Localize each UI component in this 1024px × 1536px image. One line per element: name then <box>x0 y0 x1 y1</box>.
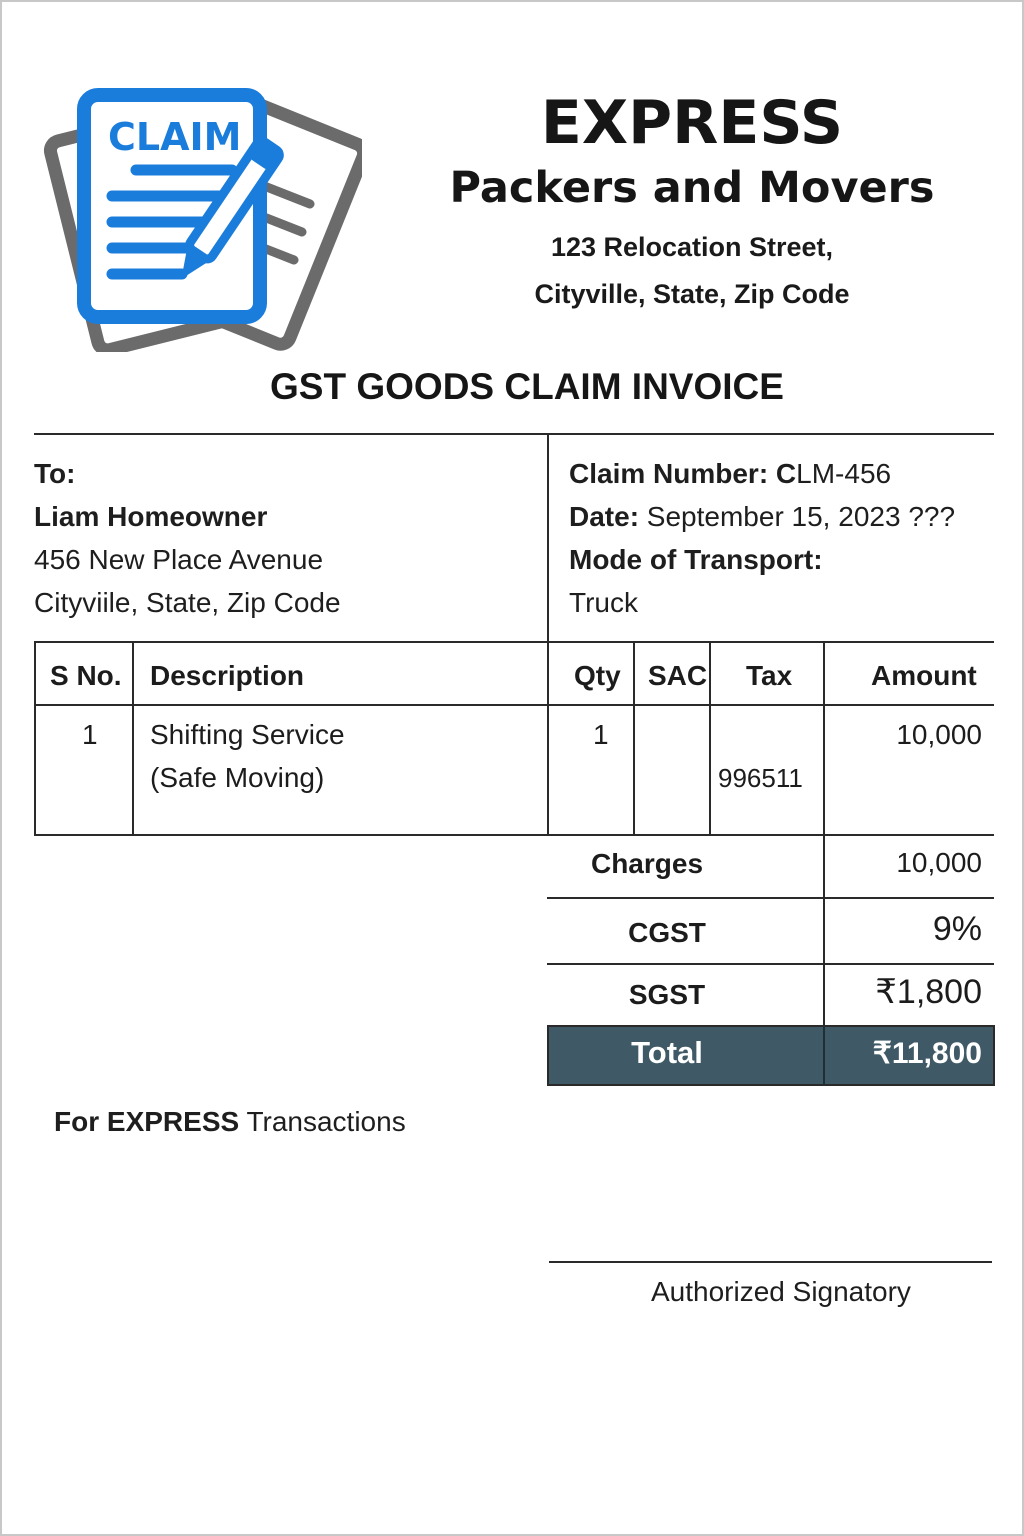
company-address-line1: 123 Relocation Street, <box>550 232 834 262</box>
for-suffix: Transactions <box>239 1106 406 1137</box>
company-header <box>432 88 952 318</box>
cgst-value: 9% <box>932 910 982 948</box>
sgst-label: SGST <box>628 979 706 1010</box>
for-prefix: For <box>54 1106 107 1137</box>
claim-number <box>569 452 891 495</box>
table-col-line-0 <box>34 641 36 836</box>
summary-line-1 <box>547 897 994 899</box>
transport-value: Truck <box>569 587 638 618</box>
divider-info-split <box>547 433 549 643</box>
row-sno: 1 <box>82 719 98 750</box>
header-qty: Qty <box>574 660 621 691</box>
charges-value: 10,000 <box>896 847 982 878</box>
company-address-line2: Cityville, State, Zip Code <box>534 279 850 309</box>
summary-line-2 <box>547 963 994 965</box>
table-col-line-2 <box>547 641 549 836</box>
claim-document-icon <box>32 62 362 352</box>
signature-line <box>549 1261 992 1263</box>
table-line-bottom <box>34 834 994 836</box>
header-tax: Tax <box>746 660 793 691</box>
claim-date-value: September 15, 2023 ??? <box>646 501 956 532</box>
table-line-top <box>34 641 994 643</box>
sgst-value: ₹1,800 <box>875 973 982 1011</box>
header-sac: SAC <box>648 660 708 691</box>
table-col-line-3 <box>633 641 635 836</box>
company-name: EXPRESS <box>540 88 844 158</box>
row-description-line2: (Safe Moving) <box>150 762 325 793</box>
claim-badge-text: CLAIM <box>108 115 242 159</box>
authorized-signatory: Authorized Signatory <box>651 1276 911 1307</box>
row-tax: 996511 <box>718 763 803 793</box>
total-value: ₹11,800 <box>872 1037 982 1070</box>
cgst-label: CGST <box>628 917 706 948</box>
total-label: Total <box>631 1035 703 1070</box>
claim-number-label: Claim Number: C <box>569 458 797 489</box>
summary-col-line <box>823 836 825 1026</box>
company-subtitle: Packers and Movers <box>449 163 935 213</box>
table-line-header <box>34 704 994 706</box>
company-address <box>432 224 952 318</box>
total-col-line <box>823 1025 825 1086</box>
bill-to-name: Liam Homeowner <box>34 501 268 532</box>
claim-date <box>569 495 955 538</box>
claim-date-label: Date: <box>569 501 640 532</box>
header-sno: S No. <box>50 660 122 691</box>
header-amount: Amount <box>871 660 977 691</box>
for-company-line <box>54 1100 406 1143</box>
row-qty: 1 <box>593 719 609 750</box>
claim-number-value: LM-456 <box>796 458 892 489</box>
invoice-title: GST GOODS CLAIM INVOICE <box>270 366 784 407</box>
bill-to-label: To: <box>34 458 76 489</box>
for-company: EXPRESS <box>106 1106 240 1137</box>
table-col-line-5 <box>823 641 825 836</box>
divider-top <box>34 433 994 435</box>
charges-label: Charges <box>590 848 704 879</box>
bill-to-address-line2: Cityviile, State, Zip Code <box>34 587 341 618</box>
header-description: Description <box>150 660 305 691</box>
row-amount: 10,000 <box>896 719 982 750</box>
transport-label: Mode of Transport: <box>569 544 823 575</box>
table-col-line-1 <box>132 641 134 836</box>
bill-to-address-line1: 456 New Place Avenue <box>34 544 324 575</box>
table-col-line-4 <box>709 641 711 836</box>
row-description-line1: Shifting Service <box>150 719 345 750</box>
